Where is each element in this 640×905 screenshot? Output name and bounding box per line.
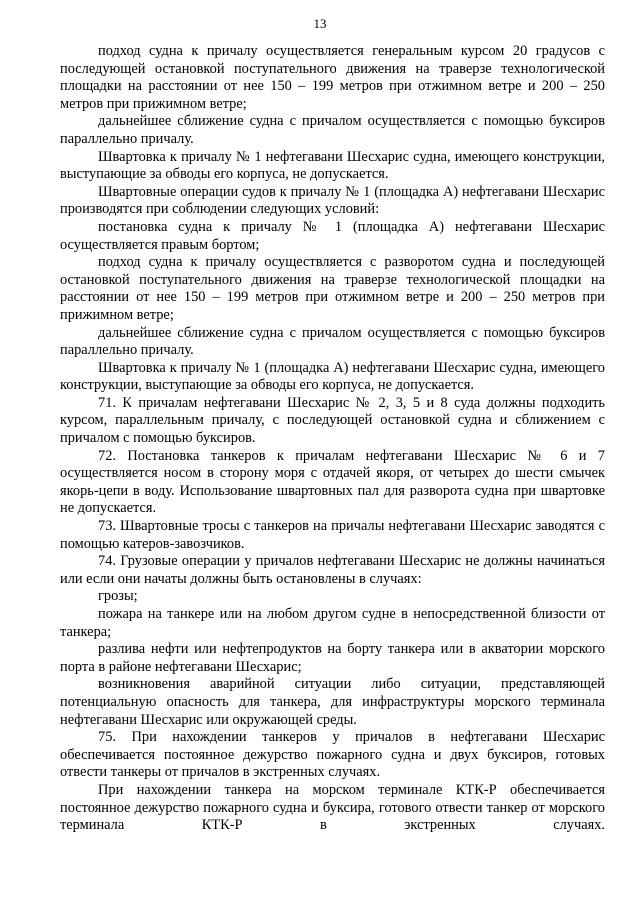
list-item-fire: пожара на танкере или на любом другом судне в непосредственной близости от танкера; (60, 606, 605, 640)
clause-74: 74. Грузовые операции у причалов нефтегавани Шесхарис не должны начинаться или если они начаты должны быть остановлены в случаях: (60, 553, 605, 587)
clause-72: 72. Постановка танкеров к причалам нефтегавани Шесхарис № 6 и 7 осуществляется носом в сторону моря с отдачей якоря, от четырех до шести смычек якорь-цепи в воду. Использование швартовных пал для разворота судна при швартовке не допускается. (60, 447, 605, 517)
paragraph-ktk-terminal: При нахождении танкера на морском терминале КТК-Р обеспечивается постоянное дежурство пожарного судна и буксира, готового отвести танкер от морского терминала КТК-Р в экстренных случаях. (60, 781, 605, 834)
page-number: 13 (313, 16, 327, 31)
paragraph-turning-approach: подход судна к причалу осуществляется с разворотом судна и последующей остановкой поступательного движения на траверзе технологической площадки на расстоянии от нее 150 – 199 метров при отжимном ветре и 200 – 250 метров при прижимном ветре; (60, 254, 605, 323)
document-body (60, 43, 605, 835)
clause-75: 75. При нахождении танкеров у причалов в нефтегавани Шесхарис обеспечивается постоянное дежурство пожарного судна и двух буксиров, готовых отвести танкеры от причалов в экстренных случаях. (60, 729, 605, 781)
clause-71: 71. К причалам нефтегавани Шесхарис № 2, 3, 5 и 8 суда должны подходить курсом, параллельным причалу, с последующей остановкой судна и сближением с причалом с помощью буксиров. (60, 394, 605, 447)
clause-73: 73. Швартовные тросы с танкеров на причалы нефтегавани Шесхарис заводятся с помощью катеров-завозчиков. (60, 518, 605, 552)
list-item-thunderstorm: грозы; (98, 588, 138, 605)
list-item-emergency: возникновения аварийной ситуации либо ситуации, представляющей потенциальную опасность для танкера, для инфраструктуры морского терминала нефтегавани Шесхарис или окружающей среды. (60, 676, 605, 728)
list-item-oil-spill: разлива нефти или нефтепродуктов на борту танкера или в акватории морского порта в районе нефтегавани Шесхарис; (60, 641, 605, 675)
paragraph-tug-approach: дальнейшее сближение судна с причалом осуществляется с помощью буксиров параллельно причалу. (60, 113, 605, 147)
paragraph-approach-heading: подход судна к причалу осуществляется генеральным курсом 20 градусов с последующей остановкой поступательного движения на траверзе технологической площадки на расстоянии от нее 150 – 199 метров при отжимном ветре и 200 – 250 метров при прижимном ветре; (60, 43, 605, 112)
paragraph-tug-approach-2: дальнейшее сближение судна с причалом осуществляется с помощью буксиров параллельно причалу. (60, 324, 605, 359)
paragraph-mooring-conditions: Швартовные операции судов к причалу № 1 (площадка А) нефтегавани Шесхарис производятся при соблюдении следующих условий: (60, 183, 605, 218)
paragraph-starboard-side: постановка судна к причалу № 1 (площадка А) нефтегавани Шесхарис осуществляется правым бортом; (60, 218, 605, 253)
paragraph-mooring-restriction-2: Швартовка к причалу № 1 (площадка А) нефтегавани Шесхарис судна, имеющего конструкции, выступающие за обводы его корпуса, не допускается. (60, 359, 605, 394)
paragraph-mooring-restriction: Швартовка к причалу № 1 нефтегавани Шесхарис судна, имеющего конструкции, выступающие за обводы его корпуса, не допускается. (60, 148, 605, 183)
